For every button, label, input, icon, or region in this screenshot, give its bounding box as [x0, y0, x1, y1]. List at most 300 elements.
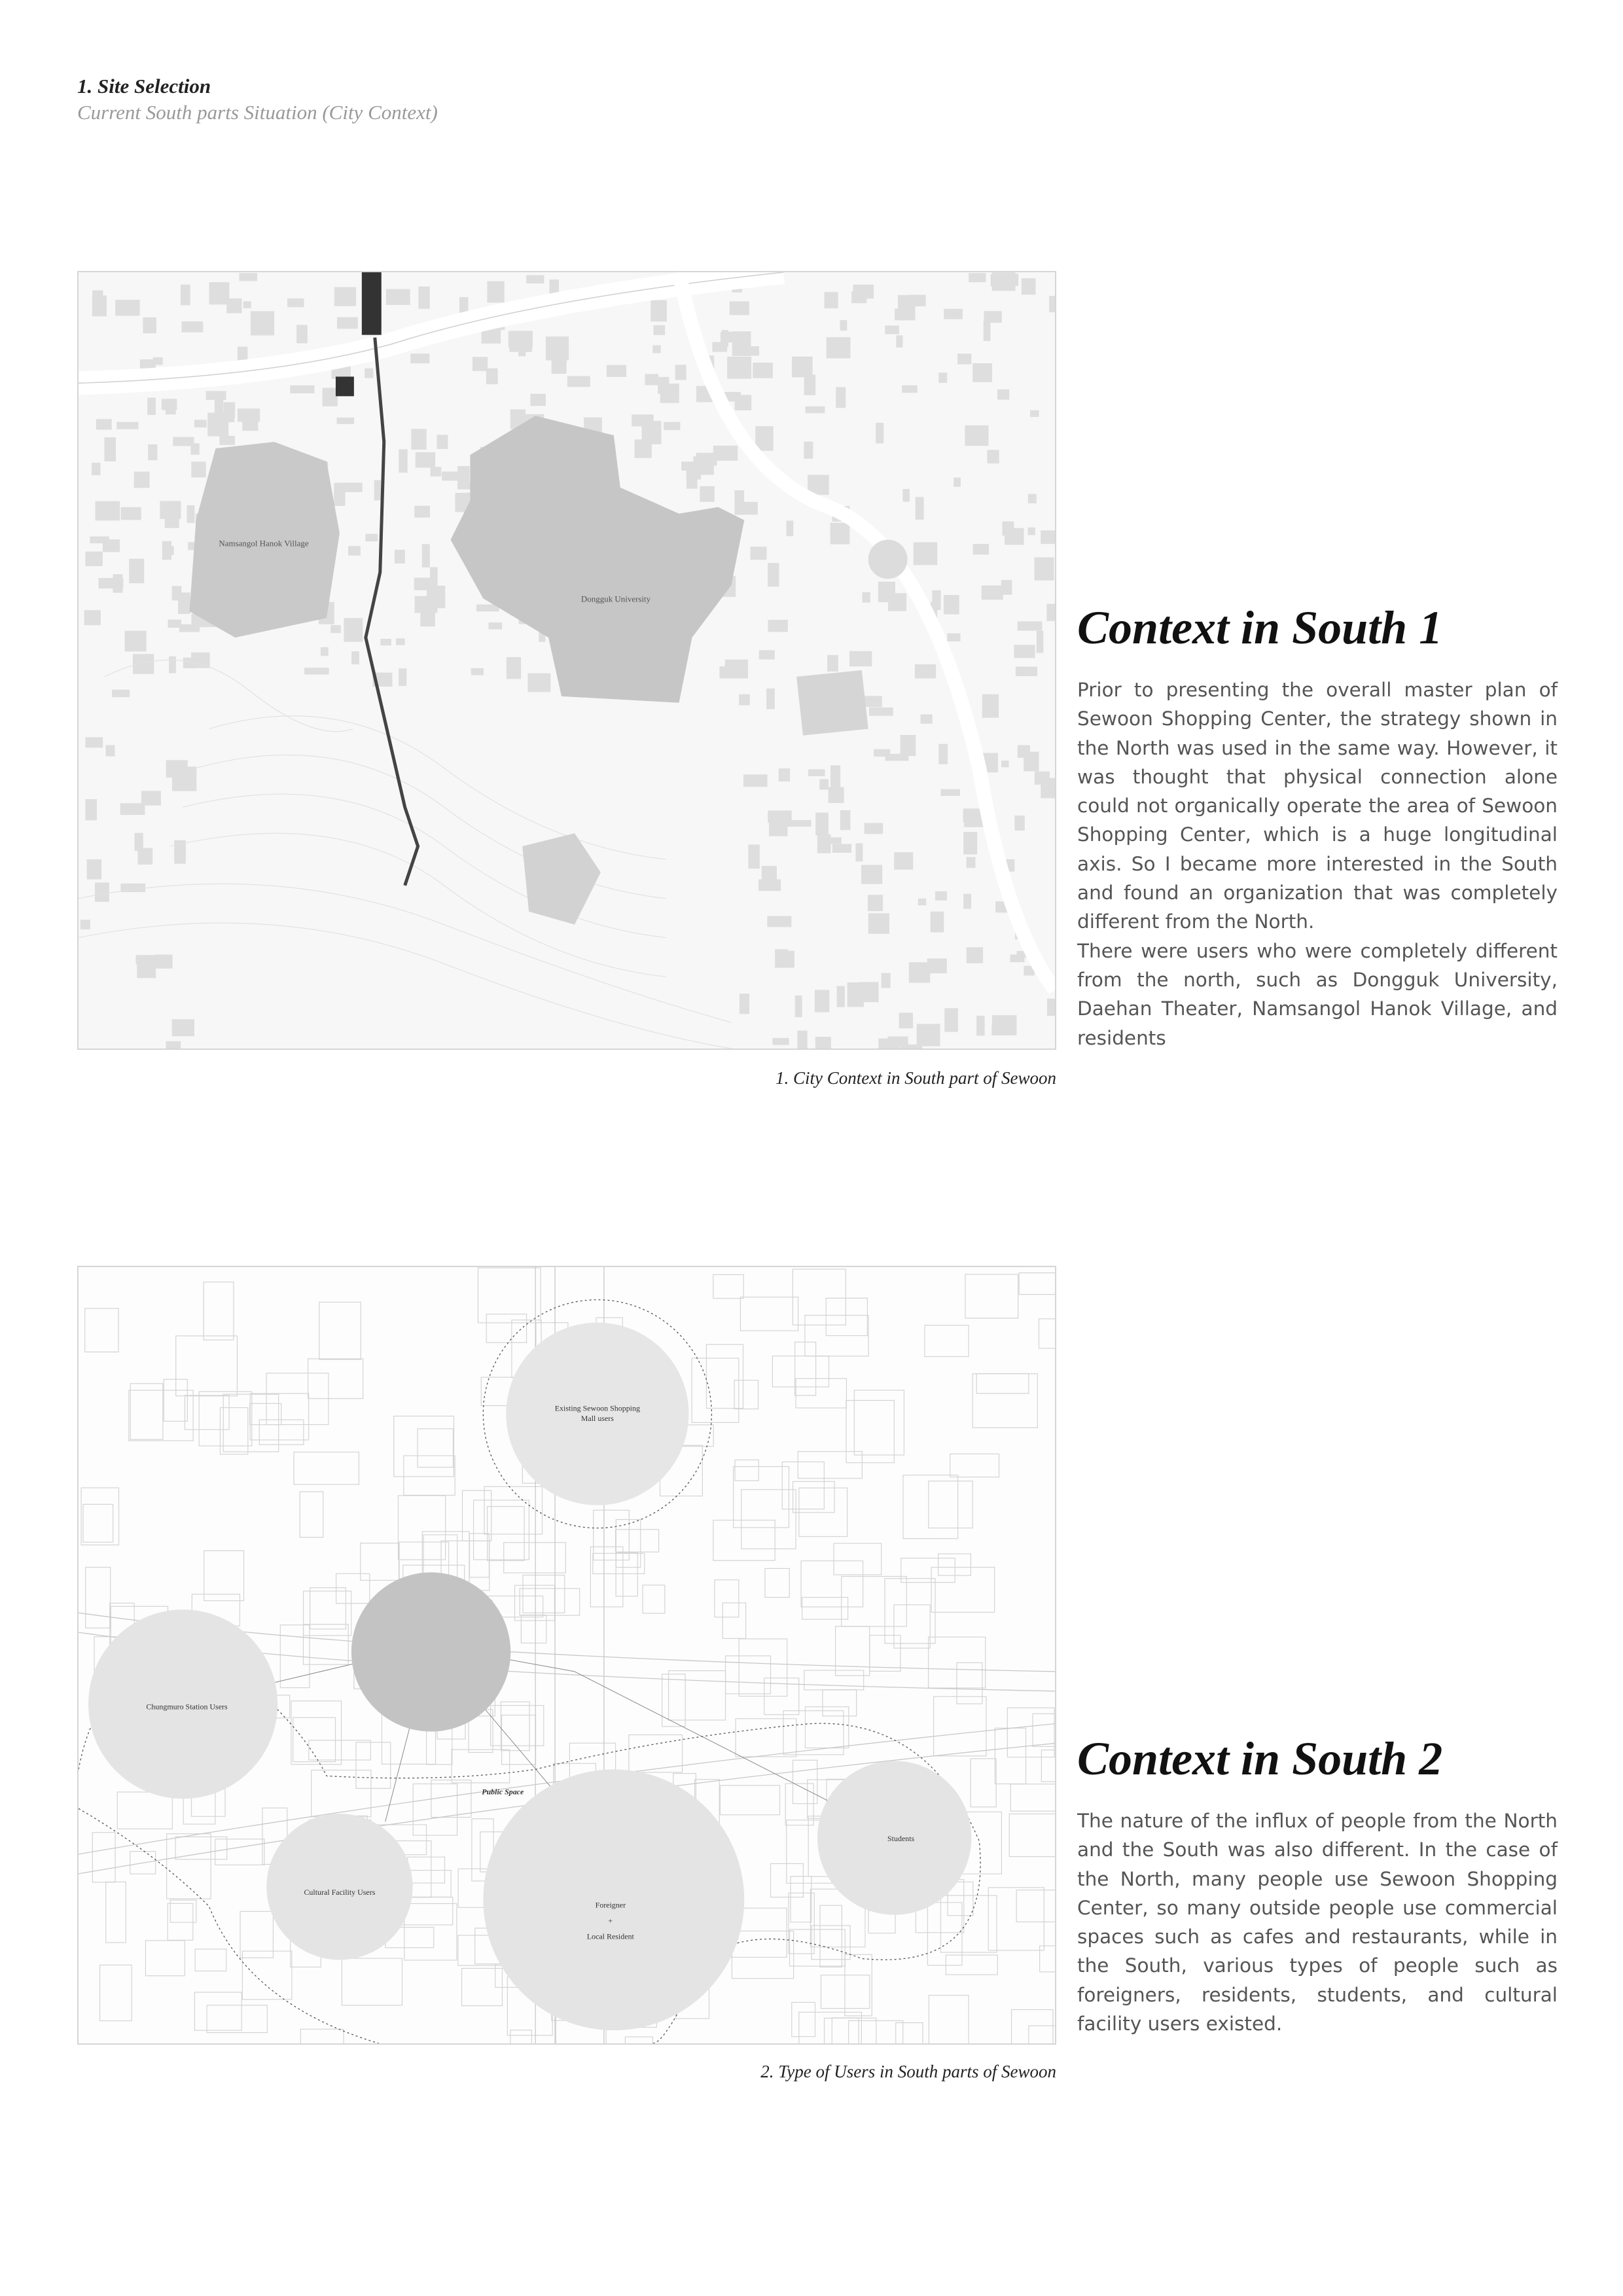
building-block — [96, 501, 120, 521]
building-outline — [931, 1568, 995, 1613]
figure2-caption: 2. Type of Users in South parts of Sewoon — [760, 2062, 1056, 2081]
building-block — [351, 651, 359, 664]
building-outline — [300, 2029, 344, 2043]
building-block — [967, 857, 976, 868]
context-south-1-paragraph-2: There were users who were completely different from the north, such as Dongguk University, Daehan Theater, Namsangol Hanok Village, and residents — [1077, 939, 1558, 1049]
building-outline — [404, 1456, 455, 1495]
building-block — [830, 523, 850, 545]
building-block — [645, 374, 658, 385]
building-outline — [927, 1903, 962, 1965]
building-outline — [413, 1784, 457, 1836]
building-block — [753, 363, 773, 378]
building-outline — [616, 1530, 659, 1552]
building-block — [772, 1038, 789, 1045]
building-block — [719, 666, 742, 679]
building-block — [85, 552, 102, 566]
building-block — [168, 620, 182, 628]
building-outline — [972, 1374, 1037, 1428]
building-block — [85, 799, 97, 820]
building-outline — [361, 1543, 399, 1581]
building-block — [730, 301, 749, 315]
building-block — [787, 820, 811, 827]
building-outline — [452, 1749, 510, 1783]
building-block — [365, 534, 378, 542]
building-outline — [929, 1481, 972, 1528]
building-outline — [790, 1929, 846, 1966]
building-outline — [250, 1403, 281, 1424]
plus-label: + — [608, 1916, 613, 1926]
building-outline — [1010, 1784, 1055, 1811]
building-outline — [971, 1759, 996, 1807]
building-outline — [772, 1356, 829, 1387]
building-outline — [431, 1780, 471, 1818]
building-block — [758, 880, 781, 891]
building-block — [181, 285, 190, 305]
building-block — [804, 442, 813, 459]
building-block — [92, 295, 107, 316]
building-block — [938, 744, 948, 764]
building-block — [642, 421, 662, 444]
building-block — [827, 655, 838, 672]
building-block — [473, 357, 488, 371]
building-block — [172, 586, 182, 600]
building-block — [420, 613, 435, 626]
building-outline — [770, 1863, 803, 1897]
building-block — [787, 520, 794, 536]
building-outline — [765, 1568, 789, 1597]
building-block — [134, 833, 143, 852]
building-outline — [965, 1274, 1018, 1318]
building-block — [808, 769, 825, 776]
building-block — [338, 483, 362, 492]
context-south-2-title: Context in South 2 — [1077, 1732, 1443, 1785]
building-outline — [510, 2030, 532, 2043]
students-label: Students — [887, 1834, 915, 1844]
building-block — [147, 398, 156, 415]
building-block — [815, 1037, 831, 1049]
building-block — [885, 325, 899, 334]
building-outline — [523, 1575, 565, 1613]
context-south-1-title: Context in South 1 — [1077, 601, 1443, 654]
building-block — [915, 664, 936, 679]
building-outline — [938, 1554, 971, 1575]
building-outline — [692, 1358, 739, 1422]
building-block — [85, 737, 103, 747]
building-block — [1014, 645, 1035, 658]
building-block — [902, 386, 918, 393]
building-block — [743, 774, 768, 787]
building-outline — [846, 1401, 894, 1463]
building-block — [658, 377, 669, 394]
building-outline — [976, 1374, 1029, 1393]
building-outline — [145, 1941, 185, 1976]
building-outline — [194, 1992, 241, 2030]
building-outline — [308, 1359, 363, 1399]
building-block — [972, 363, 992, 382]
building-block — [336, 418, 354, 424]
building-outline — [801, 1561, 863, 1607]
building-block — [862, 592, 870, 603]
building-block — [162, 541, 171, 560]
building-outline — [836, 1626, 870, 1676]
building-block — [330, 625, 341, 633]
building-block — [987, 450, 999, 463]
building-outline — [86, 1568, 111, 1628]
building-block — [849, 651, 872, 666]
building-outline — [185, 1395, 229, 1429]
building-block — [243, 301, 251, 308]
building-block — [191, 461, 205, 477]
building-block — [984, 321, 991, 341]
building-outline — [1029, 2026, 1055, 2043]
building-block — [940, 789, 960, 796]
building-outline — [669, 1671, 726, 1720]
building-block — [296, 325, 308, 343]
building-outline — [593, 1553, 645, 1573]
building-block — [84, 610, 101, 625]
building-outline — [842, 1577, 907, 1627]
building-block — [815, 813, 829, 835]
building-outline — [792, 2002, 815, 2036]
building-block — [215, 399, 223, 414]
building-outline — [854, 1390, 904, 1455]
building-outline — [736, 1719, 796, 1757]
building-block — [938, 372, 947, 383]
building-outline — [195, 1949, 226, 1971]
building-outline — [834, 1543, 882, 1575]
building-block — [365, 368, 373, 378]
building-block — [191, 653, 210, 668]
building-block — [399, 668, 406, 686]
building-outline — [478, 1268, 541, 1323]
building-block — [766, 689, 775, 709]
building-block — [654, 325, 666, 335]
building-outline — [100, 1965, 132, 2020]
building-block — [1041, 530, 1055, 544]
building-block — [209, 282, 230, 304]
building-outline — [885, 1579, 935, 1643]
building-block — [861, 865, 882, 884]
building-outline — [726, 1656, 771, 1694]
building-block — [334, 287, 356, 306]
building-block — [829, 787, 844, 803]
building-block — [395, 550, 405, 564]
building-block — [607, 365, 626, 377]
building-block — [527, 673, 550, 692]
building-block — [416, 452, 435, 468]
building-block — [112, 690, 130, 697]
building-block — [727, 357, 751, 379]
building-block — [181, 321, 203, 332]
building-block — [567, 376, 590, 387]
building-block — [418, 287, 429, 309]
building-outline — [242, 1951, 292, 2000]
building-block — [675, 365, 687, 380]
building-block — [166, 1041, 181, 1049]
building-outline — [1012, 2009, 1053, 2043]
building-outline — [300, 1492, 323, 1537]
building-block — [1003, 522, 1014, 536]
building-outline — [796, 1378, 846, 1408]
building-outline — [520, 1588, 579, 1615]
building-block — [431, 467, 442, 476]
building-block — [885, 754, 909, 761]
building-block — [967, 947, 983, 963]
building-block — [160, 501, 181, 519]
building-block — [868, 895, 883, 911]
building-block — [92, 463, 100, 475]
building-outline — [741, 1490, 796, 1549]
building-block — [1049, 296, 1055, 312]
building-outline — [130, 1384, 163, 1439]
building-block — [240, 273, 257, 281]
building-outline — [106, 1882, 126, 1943]
building-block — [287, 298, 304, 307]
building-outline — [925, 1325, 969, 1357]
building-outline — [294, 1452, 359, 1484]
user-types-diagram — [77, 1266, 1056, 2045]
building-outline — [826, 1298, 867, 1335]
building-block — [739, 694, 750, 706]
sewoon-users-label-2: Mall users — [580, 1414, 614, 1424]
building-block — [219, 436, 235, 445]
building-outline — [129, 1390, 193, 1441]
building-block — [1014, 816, 1024, 831]
building-block — [976, 1016, 984, 1036]
building-block — [882, 973, 891, 988]
building-block — [226, 298, 241, 314]
building-block — [1016, 666, 1037, 676]
building-block — [194, 420, 207, 427]
building-outline — [1039, 1319, 1055, 1348]
building-block — [840, 320, 847, 331]
building-block — [944, 1008, 958, 1031]
building-block — [914, 543, 938, 565]
building-block — [1028, 494, 1037, 503]
building-outline — [207, 2005, 267, 2033]
building-block — [125, 631, 147, 652]
building-outline — [418, 1429, 453, 1467]
local-resident-label: Local Resident — [586, 1931, 634, 1941]
building-block — [840, 810, 851, 830]
building-outline — [713, 1274, 743, 1298]
building-block — [917, 1024, 940, 1046]
building-block — [836, 387, 846, 408]
building-block — [414, 506, 430, 518]
building-block — [982, 586, 1003, 600]
building-block — [777, 951, 794, 968]
building-block — [902, 489, 909, 501]
building-block — [804, 374, 816, 395]
foreigner-label: Foreigner — [595, 1900, 626, 1910]
building-outline — [220, 1408, 247, 1454]
building-outline — [501, 1702, 529, 1751]
building-block — [901, 735, 916, 756]
building-block — [963, 894, 971, 909]
building-block — [759, 650, 775, 659]
building-outline — [832, 2018, 859, 2043]
building-outline — [310, 1588, 346, 1629]
building-outline — [715, 1580, 739, 1617]
building-block — [337, 317, 358, 329]
building-block — [944, 595, 959, 615]
building-block — [792, 357, 813, 378]
building-block — [507, 657, 521, 679]
building-outline — [804, 1670, 864, 1690]
building-outline — [739, 1639, 787, 1696]
building-block — [767, 916, 791, 927]
building-block — [348, 546, 361, 555]
building-block — [96, 419, 112, 429]
building-block — [321, 647, 329, 656]
building-outline — [312, 1770, 371, 1817]
building-block — [106, 745, 115, 756]
building-outline — [1019, 1273, 1055, 1295]
building-block — [344, 618, 363, 641]
building-block — [869, 708, 893, 716]
building-block — [830, 765, 840, 789]
building-outline — [812, 1926, 850, 1960]
building-outline — [168, 1903, 193, 1940]
building-block — [935, 891, 947, 901]
building-block — [909, 962, 931, 982]
building-outline — [404, 1903, 457, 1960]
building-outline — [488, 1507, 524, 1561]
building-outline — [398, 1496, 445, 1560]
building-block — [984, 311, 1001, 323]
section-heading: 1. Site Selection — [77, 75, 211, 98]
building-outline — [722, 1603, 745, 1638]
building-outline — [1009, 1814, 1055, 1856]
building-block — [136, 955, 160, 964]
building-block — [1047, 999, 1055, 1016]
building-block — [169, 656, 176, 673]
building-block — [652, 346, 660, 353]
building-outline — [204, 1551, 244, 1600]
building-block — [868, 913, 889, 933]
building-outline — [319, 1302, 361, 1359]
building-block — [486, 368, 498, 385]
building-outline — [934, 1696, 986, 1756]
building-block — [830, 837, 841, 844]
cultural-facility-users-label: Cultural Facility Users — [304, 1887, 376, 1897]
building-block — [1010, 954, 1024, 962]
building-block — [190, 443, 199, 455]
building-outline — [342, 1958, 402, 2005]
building-block — [129, 559, 144, 584]
building-block — [115, 300, 139, 315]
building-block — [238, 408, 260, 422]
dongguk-university-label: Dongguk University — [580, 594, 651, 604]
page-header — [77, 73, 438, 126]
building-outline — [713, 1520, 775, 1561]
public-space-label: Public Space — [482, 1787, 524, 1797]
building-block — [1028, 528, 1035, 535]
building-outline — [117, 1792, 172, 1829]
building-block — [768, 620, 787, 632]
building-block — [932, 590, 940, 610]
building-block — [832, 844, 851, 853]
building-outline — [92, 1833, 115, 1882]
building-block — [148, 444, 157, 460]
building-block — [732, 331, 751, 356]
building-block — [855, 843, 863, 861]
building-outline — [799, 2012, 862, 2043]
building-outline — [849, 2020, 903, 2043]
building-block — [944, 309, 963, 319]
building-block — [712, 342, 727, 352]
building-block — [918, 899, 926, 906]
building-block — [437, 435, 448, 449]
building-block — [931, 912, 944, 933]
building-outline — [1033, 1713, 1055, 1746]
building-outline — [474, 1500, 529, 1560]
building-block — [104, 437, 116, 461]
building-outline — [740, 1297, 798, 1331]
building-block — [992, 272, 1016, 291]
building-outline — [795, 1342, 816, 1396]
building-block — [896, 335, 902, 348]
building-block — [304, 668, 329, 674]
building-outline — [625, 2037, 652, 2043]
building-block — [134, 472, 150, 488]
building-block — [819, 779, 829, 789]
building-block — [422, 544, 430, 567]
building-outline — [720, 1785, 779, 1815]
context-south-2 — [1077, 1729, 1558, 2038]
building-block — [991, 1025, 1005, 1035]
building-block — [634, 416, 642, 427]
building-outline — [929, 1996, 969, 2043]
building-block — [87, 859, 102, 880]
building-block — [1035, 558, 1054, 581]
building-block — [396, 638, 405, 645]
building-block — [1022, 278, 1036, 295]
building-block — [410, 353, 429, 363]
building-block — [973, 544, 990, 554]
building-block — [442, 471, 459, 480]
building-outline — [469, 1534, 489, 1577]
building-block — [982, 694, 999, 718]
building-block — [509, 339, 532, 352]
building-outline — [1040, 1946, 1055, 1972]
building-block — [837, 986, 845, 1007]
building-block — [116, 422, 138, 429]
building-block — [696, 453, 717, 466]
building-block — [895, 308, 915, 320]
building-outline — [896, 2023, 923, 2043]
building-block — [963, 832, 977, 854]
building-outline — [643, 1585, 665, 1613]
building-outline — [356, 1742, 391, 1788]
building-block — [95, 882, 109, 902]
section-subtitle: Current South parts Situation (City Context) — [77, 101, 438, 124]
building-block — [1001, 580, 1012, 595]
building-outline — [805, 1707, 848, 1748]
building-block — [546, 336, 569, 360]
building-block — [488, 622, 502, 629]
building-outline — [204, 1282, 234, 1340]
building-block — [965, 425, 988, 446]
building-block — [411, 429, 426, 450]
building-block — [172, 1019, 194, 1036]
building-outline — [176, 1336, 238, 1396]
context-south-1 — [1077, 598, 1558, 1052]
building-outline — [309, 1740, 371, 1760]
building-outline — [995, 1728, 1026, 1784]
building-block — [121, 507, 141, 520]
building-block — [878, 1039, 900, 1049]
